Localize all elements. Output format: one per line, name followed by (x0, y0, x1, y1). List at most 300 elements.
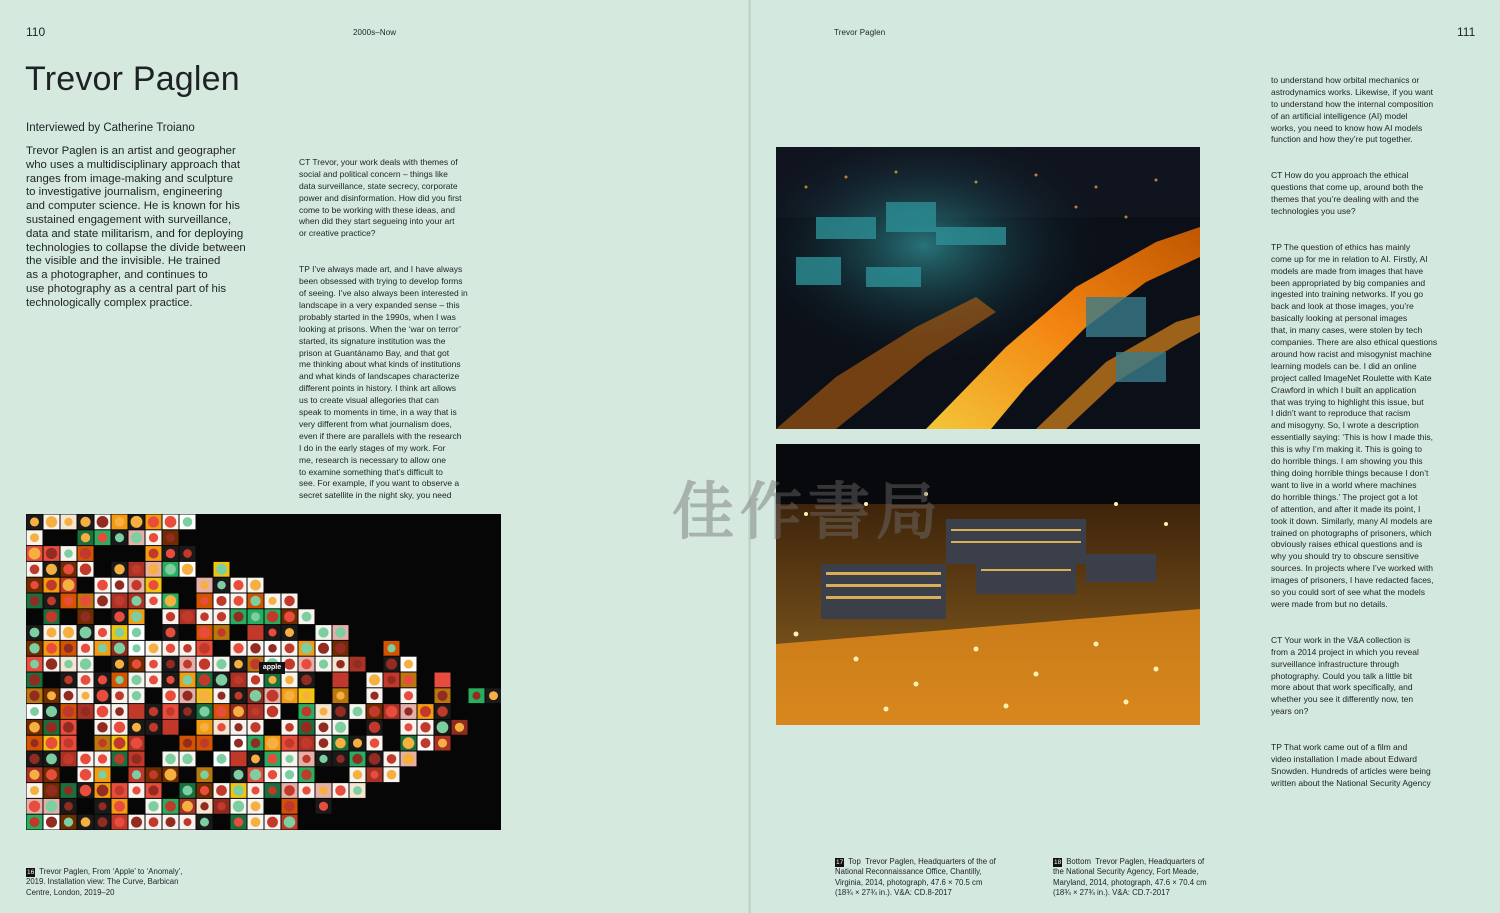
apple-shape (353, 660, 362, 669)
intro-paragraph: Trevor Paglen is an artist and geographer who uses a multidisciplinary approach that ranges from image-making and sculpture to investigative journalism, engineering and computer science. He is known for his sustained engagement with surveillance, data and state militarism, and for deploying technologies to collapse the divide between the visible and the invisible. He trained as a photographer, and continues to use photography as a central part of his technologically complex practice. (26, 145, 246, 309)
apple-shape (29, 801, 40, 812)
apple-shape (98, 628, 107, 637)
night-aerial-nro (776, 147, 1200, 429)
apple-shape (285, 723, 294, 732)
apple-shape (183, 644, 192, 653)
apple-shape (319, 755, 327, 763)
apple-shape (285, 738, 294, 747)
apple-shape (267, 737, 279, 749)
apple-shape (302, 612, 312, 622)
apple-shape (132, 659, 141, 668)
apple-shape (217, 802, 226, 811)
apple-shape (437, 721, 449, 733)
apple-shape (234, 723, 242, 731)
apple-shape (46, 754, 57, 765)
apple-shape (47, 691, 56, 700)
apple-shape (403, 737, 415, 749)
left-page (0, 0, 749, 913)
apple-shape (217, 723, 225, 731)
apple-shape (234, 692, 242, 700)
apple-shape (63, 754, 73, 764)
apple-shape (114, 754, 124, 764)
apple-shape (404, 707, 412, 715)
apple-shape (64, 676, 72, 684)
apple-shape (200, 770, 209, 779)
apple-shape (64, 596, 73, 605)
apple-shape (114, 801, 125, 812)
apple-shape (319, 660, 328, 669)
apple-shape (404, 660, 413, 669)
apple-shape (165, 817, 175, 827)
apple-shape (420, 706, 431, 717)
apple-shape (250, 690, 262, 702)
apple-shape (251, 786, 259, 794)
apple-shape (98, 754, 107, 763)
apple-shape (80, 658, 91, 669)
apple-shape (369, 722, 380, 733)
apple-shape (285, 770, 294, 779)
apple-shape (97, 516, 109, 528)
apple-shape (166, 549, 175, 558)
apple-shape (81, 675, 91, 685)
apple-shape (131, 737, 143, 749)
apple-shape (148, 580, 158, 590)
answer-continued-paragraph: to understand how orbital mechanics or astrodynamics works. Likewise, if you want to understand how the internal composition of an artificial intelligence (AI) model works, you need to know how AI models function and how they’re put together. (1271, 74, 1434, 145)
apple-shape (98, 739, 106, 747)
apple-shape (353, 739, 362, 748)
apple-shape (251, 707, 259, 715)
apple-shape (336, 755, 344, 763)
apple-shape (335, 627, 346, 638)
apple-shape (63, 722, 74, 733)
apple-shape (489, 691, 498, 700)
apple-shape (148, 801, 158, 811)
apple-label-tile: apple (259, 662, 285, 674)
apple-shape (284, 611, 295, 622)
apple-shape (80, 564, 92, 576)
apple-shape (183, 549, 192, 558)
apple-shape (132, 564, 142, 574)
apple-shape (114, 643, 125, 654)
apple-shape (285, 643, 295, 653)
apple-shape (251, 738, 261, 748)
apple-shape (115, 517, 125, 527)
apple-shape (46, 611, 57, 622)
apple-shape (131, 516, 143, 528)
apple-shape (216, 564, 227, 575)
apple-shape (267, 817, 278, 828)
apple-shape (250, 596, 260, 606)
apple-shape (97, 580, 108, 591)
apple-shape (183, 818, 191, 826)
apple-shape (233, 753, 245, 765)
apple-mosaic-photo (26, 514, 501, 830)
page-number-right: 111 (1457, 25, 1476, 39)
apple-shape (165, 516, 177, 528)
apple-shape (131, 817, 142, 828)
apple-shape (216, 674, 228, 686)
apple-shape (268, 597, 276, 605)
apple-shape (97, 785, 109, 797)
apple-shape (80, 612, 90, 622)
apple-shape (216, 706, 227, 717)
apple-shape (234, 739, 243, 748)
apple-shape (64, 660, 72, 668)
apple-shape (166, 723, 175, 732)
byline: Interviewed by Catherine Troiano (26, 122, 195, 134)
apple-shape (30, 581, 38, 589)
apple-shape (115, 628, 125, 638)
apple-shape (166, 533, 175, 542)
left-body-column (299, 145, 514, 526)
apple-shape (217, 628, 225, 636)
apple-shape (319, 738, 329, 748)
apple-shape (80, 754, 91, 765)
apple-shape (165, 801, 176, 812)
apple-shape (63, 706, 75, 718)
caption-position: Bottom (1066, 857, 1091, 867)
apple-shape (251, 612, 260, 621)
apple-shape (149, 770, 158, 779)
apple-shape (166, 707, 175, 716)
apple-shape (369, 753, 381, 765)
apple-shape (387, 754, 397, 764)
apple-shape (114, 596, 124, 606)
apple-shape (97, 706, 109, 718)
apple-shape (64, 644, 73, 653)
apple-shape (64, 817, 73, 826)
apple-shape (301, 643, 312, 654)
figure-number-badge: 17 (836, 859, 844, 867)
apple-shape (46, 722, 57, 733)
apple-shape (182, 754, 192, 764)
apple-shape (284, 801, 295, 812)
apple-shape (46, 580, 57, 591)
apple-shape (81, 817, 91, 827)
apple-shape (285, 676, 294, 685)
apple-shape (302, 786, 310, 794)
apple-shape (301, 737, 312, 748)
apple-shape (46, 643, 57, 654)
apple-shape (30, 628, 40, 638)
apple-shape (183, 517, 193, 527)
apple-shape (114, 564, 124, 574)
apple-shape (353, 786, 362, 795)
apple-shape (165, 627, 175, 637)
apple-shape (421, 738, 431, 748)
apple-shape (233, 706, 244, 717)
apple-shape (29, 817, 39, 827)
caption-18 (1053, 847, 1253, 898)
apple-shape (29, 770, 39, 780)
apple-shape (80, 785, 92, 797)
apple-shape (182, 611, 194, 623)
watermark-text: 佳作書局 (672, 475, 945, 548)
apple-shape (437, 691, 447, 701)
apple-shape (250, 643, 260, 653)
apple-shape (80, 627, 92, 639)
apple-shape (437, 674, 448, 685)
apple-shape (234, 660, 243, 669)
apple-shape (267, 706, 279, 718)
apple-shape (199, 706, 209, 716)
apple-shape (302, 692, 310, 700)
apple-shape (115, 691, 124, 700)
apple-shape (182, 801, 193, 812)
apple-shape (115, 786, 125, 796)
apple-shape (387, 770, 397, 780)
article-title: Trevor Paglen (25, 60, 240, 98)
apple-shape (30, 564, 40, 574)
apple-shape (182, 564, 193, 575)
apple-shape (166, 660, 175, 669)
answer-paragraph-ethics: TP The question of ethics has mainly come up for me in relation to AI. Firstly, AI models are made from images that have been appropriated by big companies and ingested into training networks. If you go back and look at those images, you’re basically looking at personal images that, in many cases, were stolen by tech companies. There are also ethical questions around how racist and misogynist machine learning models can be. I did an online project called ImageNet Roulette with Kate Crawford in which I built an application that was trying to highlight this issue, but I didn’t want to reproduce that racism and misogyny. So, I wrote a description essentially saying: ‘This is how I made this, this is why I’m making it. This is going to do horrible things. I am showing you this thing doing horrible things because I don’t want to live in a world where machines do horrible things.’ The project got a lot of attention, and after it made its point, I took it down. Similarly, many AI models are trained on photographs of prisoners, which obviously raises ethical questions and is why you should try to obscure sensitive sources. In projects where I’ve worked with images of prisoners, I have redacted faces, so you could sort of see what the models were made from but no details. (1271, 241, 1438, 609)
apple-shape (64, 802, 73, 811)
apple-shape (114, 817, 124, 827)
apple-shape (370, 738, 380, 748)
apple-shape (30, 707, 39, 716)
apple-shape (47, 628, 57, 638)
apple-shape (165, 595, 176, 606)
apple-shape (64, 786, 72, 794)
apple-shape (284, 659, 295, 670)
apple-shape (250, 769, 261, 780)
apple-shape (29, 643, 39, 653)
apple-shape (267, 754, 277, 764)
apple-shape (165, 564, 176, 575)
apple-shape (217, 754, 227, 764)
right-page (751, 0, 1500, 913)
caption-text: Trevor Paglen, Headquarters of the National Security Agency, Fort Meade, Maryland, 2014, photograph, 47.6 × 70.4 cm (18¾ × 27¾ in.). V&A: CD.7-2017 (1053, 857, 1207, 897)
apple-shape (336, 692, 344, 700)
caption-text: Trevor Paglen, From ‘Apple’ to ‘Anomaly’, 2019. Installation view: The Curve, Barbican Centre, London, 2019–20 (26, 867, 183, 897)
apple-shape (319, 722, 329, 732)
apple-shape (115, 533, 124, 542)
apple-shape (199, 674, 211, 686)
caption-17 (835, 847, 1035, 898)
apple-shape (81, 644, 90, 653)
apple-shape (46, 737, 58, 749)
apple-shape (335, 706, 346, 717)
apple-shape (302, 755, 310, 763)
apple-shape (301, 706, 311, 716)
apple-shape (149, 597, 158, 606)
running-head-right: Trevor Paglen (834, 28, 886, 37)
apple-shape (115, 707, 124, 716)
apple-shape (46, 800, 58, 812)
apple-shape (46, 817, 57, 828)
apple-shape (165, 769, 177, 781)
apple-shape (387, 676, 395, 684)
apple-shape (284, 816, 296, 828)
answer-paragraph-collection: TP That work came out of a film and video installation I made about Edward Snowden. Hundreds of articles were being written about the National Security Agency (1271, 742, 1431, 788)
apple-shape (183, 739, 192, 748)
apple-shape (30, 517, 39, 526)
apple-shape (403, 753, 414, 764)
figure-number-badge: 16 (27, 869, 35, 877)
nro-headquarters-photo (776, 147, 1200, 429)
apple-shape (251, 817, 261, 827)
apple-shape (132, 707, 141, 716)
apple-shape (166, 644, 175, 653)
apple-shape (149, 723, 158, 732)
apple-shape (216, 596, 226, 606)
apple-shape (97, 690, 109, 702)
apple-shape (404, 691, 413, 700)
apple-shape (131, 611, 142, 622)
apple-shape (29, 754, 39, 764)
apple-shape (233, 801, 244, 812)
apple-shape (165, 754, 176, 765)
apple-shape (115, 580, 125, 590)
apple-shape (131, 532, 142, 543)
apple-shape (98, 644, 107, 653)
apple-shape (318, 627, 328, 637)
apple-shape (335, 643, 346, 654)
apple-shape (149, 643, 159, 653)
apple-shape (353, 770, 362, 779)
apple-shape (46, 658, 57, 669)
apple-shape (98, 770, 107, 779)
caption-16 (26, 857, 256, 898)
apple-shape (64, 518, 72, 526)
apple-shape (115, 659, 124, 668)
figure-number-badge: 18 (1054, 859, 1062, 867)
apple-shape (182, 691, 192, 701)
apple-shape (200, 802, 208, 810)
apple-shape (216, 785, 227, 796)
apple-shape (251, 801, 261, 811)
apple-shape (284, 691, 294, 701)
apple-shape (29, 691, 39, 701)
apple-shape (149, 817, 159, 827)
apple-shape (98, 817, 108, 827)
apple-shape (250, 580, 261, 591)
apple-shape (132, 786, 140, 794)
apple-shape (455, 723, 464, 732)
apple-shape (335, 738, 346, 749)
apple-shape (183, 707, 192, 716)
apple-shape (98, 675, 107, 684)
apple-shape (182, 785, 192, 795)
apple-shape (30, 739, 38, 747)
apple-shape (369, 674, 380, 685)
apple-shape (336, 660, 345, 669)
apple-shape (199, 658, 210, 669)
apple-shape (114, 722, 125, 733)
apple-shape (131, 675, 141, 685)
apple-shape (386, 706, 398, 718)
apple-shape (268, 676, 276, 684)
apple-shape (200, 818, 209, 827)
caption-text: Trevor Paglen, Headquarters of the of National Reconnaissance Office, Chantilly, Virginia, 2014, photograph, 47.6 × 70.5 cm (18¾ × 27¾ in.). V&A: CD.8-2017 (835, 857, 996, 897)
apple-shape (199, 690, 211, 702)
apple-shape (63, 564, 74, 575)
apple-shape (251, 628, 259, 636)
right-body-column (1271, 63, 1481, 814)
apple-shape (148, 516, 159, 527)
apple-shape (30, 596, 40, 606)
apple-shape (420, 722, 430, 732)
question-paragraph: CT Trevor, your work deals with themes of social and political concern – things like data surveillance, state secrecy, corporate power and disinformation. How did you first come to be working with these ideas, and when did they start segueing into your art or creative practice? (299, 156, 462, 239)
apple-shape (30, 786, 39, 795)
apple-shape (268, 786, 277, 795)
apple-shape (114, 737, 126, 749)
apple-shape (216, 659, 226, 669)
apple-shape (234, 817, 243, 826)
apple-shape (63, 627, 74, 638)
apple-shape (268, 770, 277, 779)
apple-shape (46, 564, 57, 575)
apple-shape (46, 548, 57, 559)
apple-shape (233, 643, 243, 653)
caption-position: Top (848, 857, 861, 867)
apple-shape (199, 643, 210, 654)
apple-shape (98, 533, 108, 543)
apple-shape (251, 675, 260, 684)
apple-shape (183, 675, 193, 685)
apple-shape (183, 660, 192, 669)
apple-shape (200, 786, 209, 795)
apple-shape (284, 596, 294, 606)
apple-shape (250, 722, 260, 732)
apple-shape (30, 533, 39, 542)
apple-shape (47, 596, 56, 605)
apple-shape (217, 581, 226, 590)
apple-shape (301, 659, 311, 669)
apple-shape (370, 771, 378, 779)
apple-shape (149, 675, 158, 684)
running-head-left: 2000s–Now (353, 28, 397, 37)
apple-shape (319, 802, 328, 811)
apple-shape (200, 597, 208, 605)
apple-shape (63, 579, 75, 591)
apple-shape (81, 692, 89, 700)
apple-shape (199, 627, 211, 639)
apple-shape (29, 674, 40, 685)
apple-shape (81, 707, 90, 716)
apple-shape (149, 533, 158, 542)
apple-shape (81, 533, 90, 542)
apple-shape (132, 691, 141, 700)
apple-shape (114, 611, 125, 622)
apple-shape (353, 707, 363, 717)
apple-shape (29, 548, 41, 560)
question-paragraph-ethics: CT How do you approach the ethical questions that come up, around both the themes that you’re dealing with and the technologies you use? (1271, 170, 1424, 216)
apple-shape (352, 754, 362, 764)
apple-shape (80, 548, 91, 559)
apple-shape (251, 754, 260, 763)
apple-shape (149, 707, 158, 716)
apple-shape (166, 612, 175, 621)
apple-shape (165, 690, 176, 701)
apple-shape (387, 644, 395, 652)
apple-shape (233, 580, 243, 590)
apple-shape (438, 739, 447, 748)
apple-shape (97, 722, 107, 732)
apple-shape (148, 785, 158, 795)
apple-shape (233, 785, 244, 796)
apple-shape (285, 628, 294, 637)
apple-shape (234, 596, 244, 606)
apple-shape (200, 738, 209, 747)
apple-shape (370, 692, 378, 700)
apple-shape (80, 769, 91, 780)
apple-shape (64, 549, 73, 558)
apple-shape (132, 770, 141, 779)
apple-shape (166, 676, 174, 684)
apple-shape (267, 690, 279, 702)
